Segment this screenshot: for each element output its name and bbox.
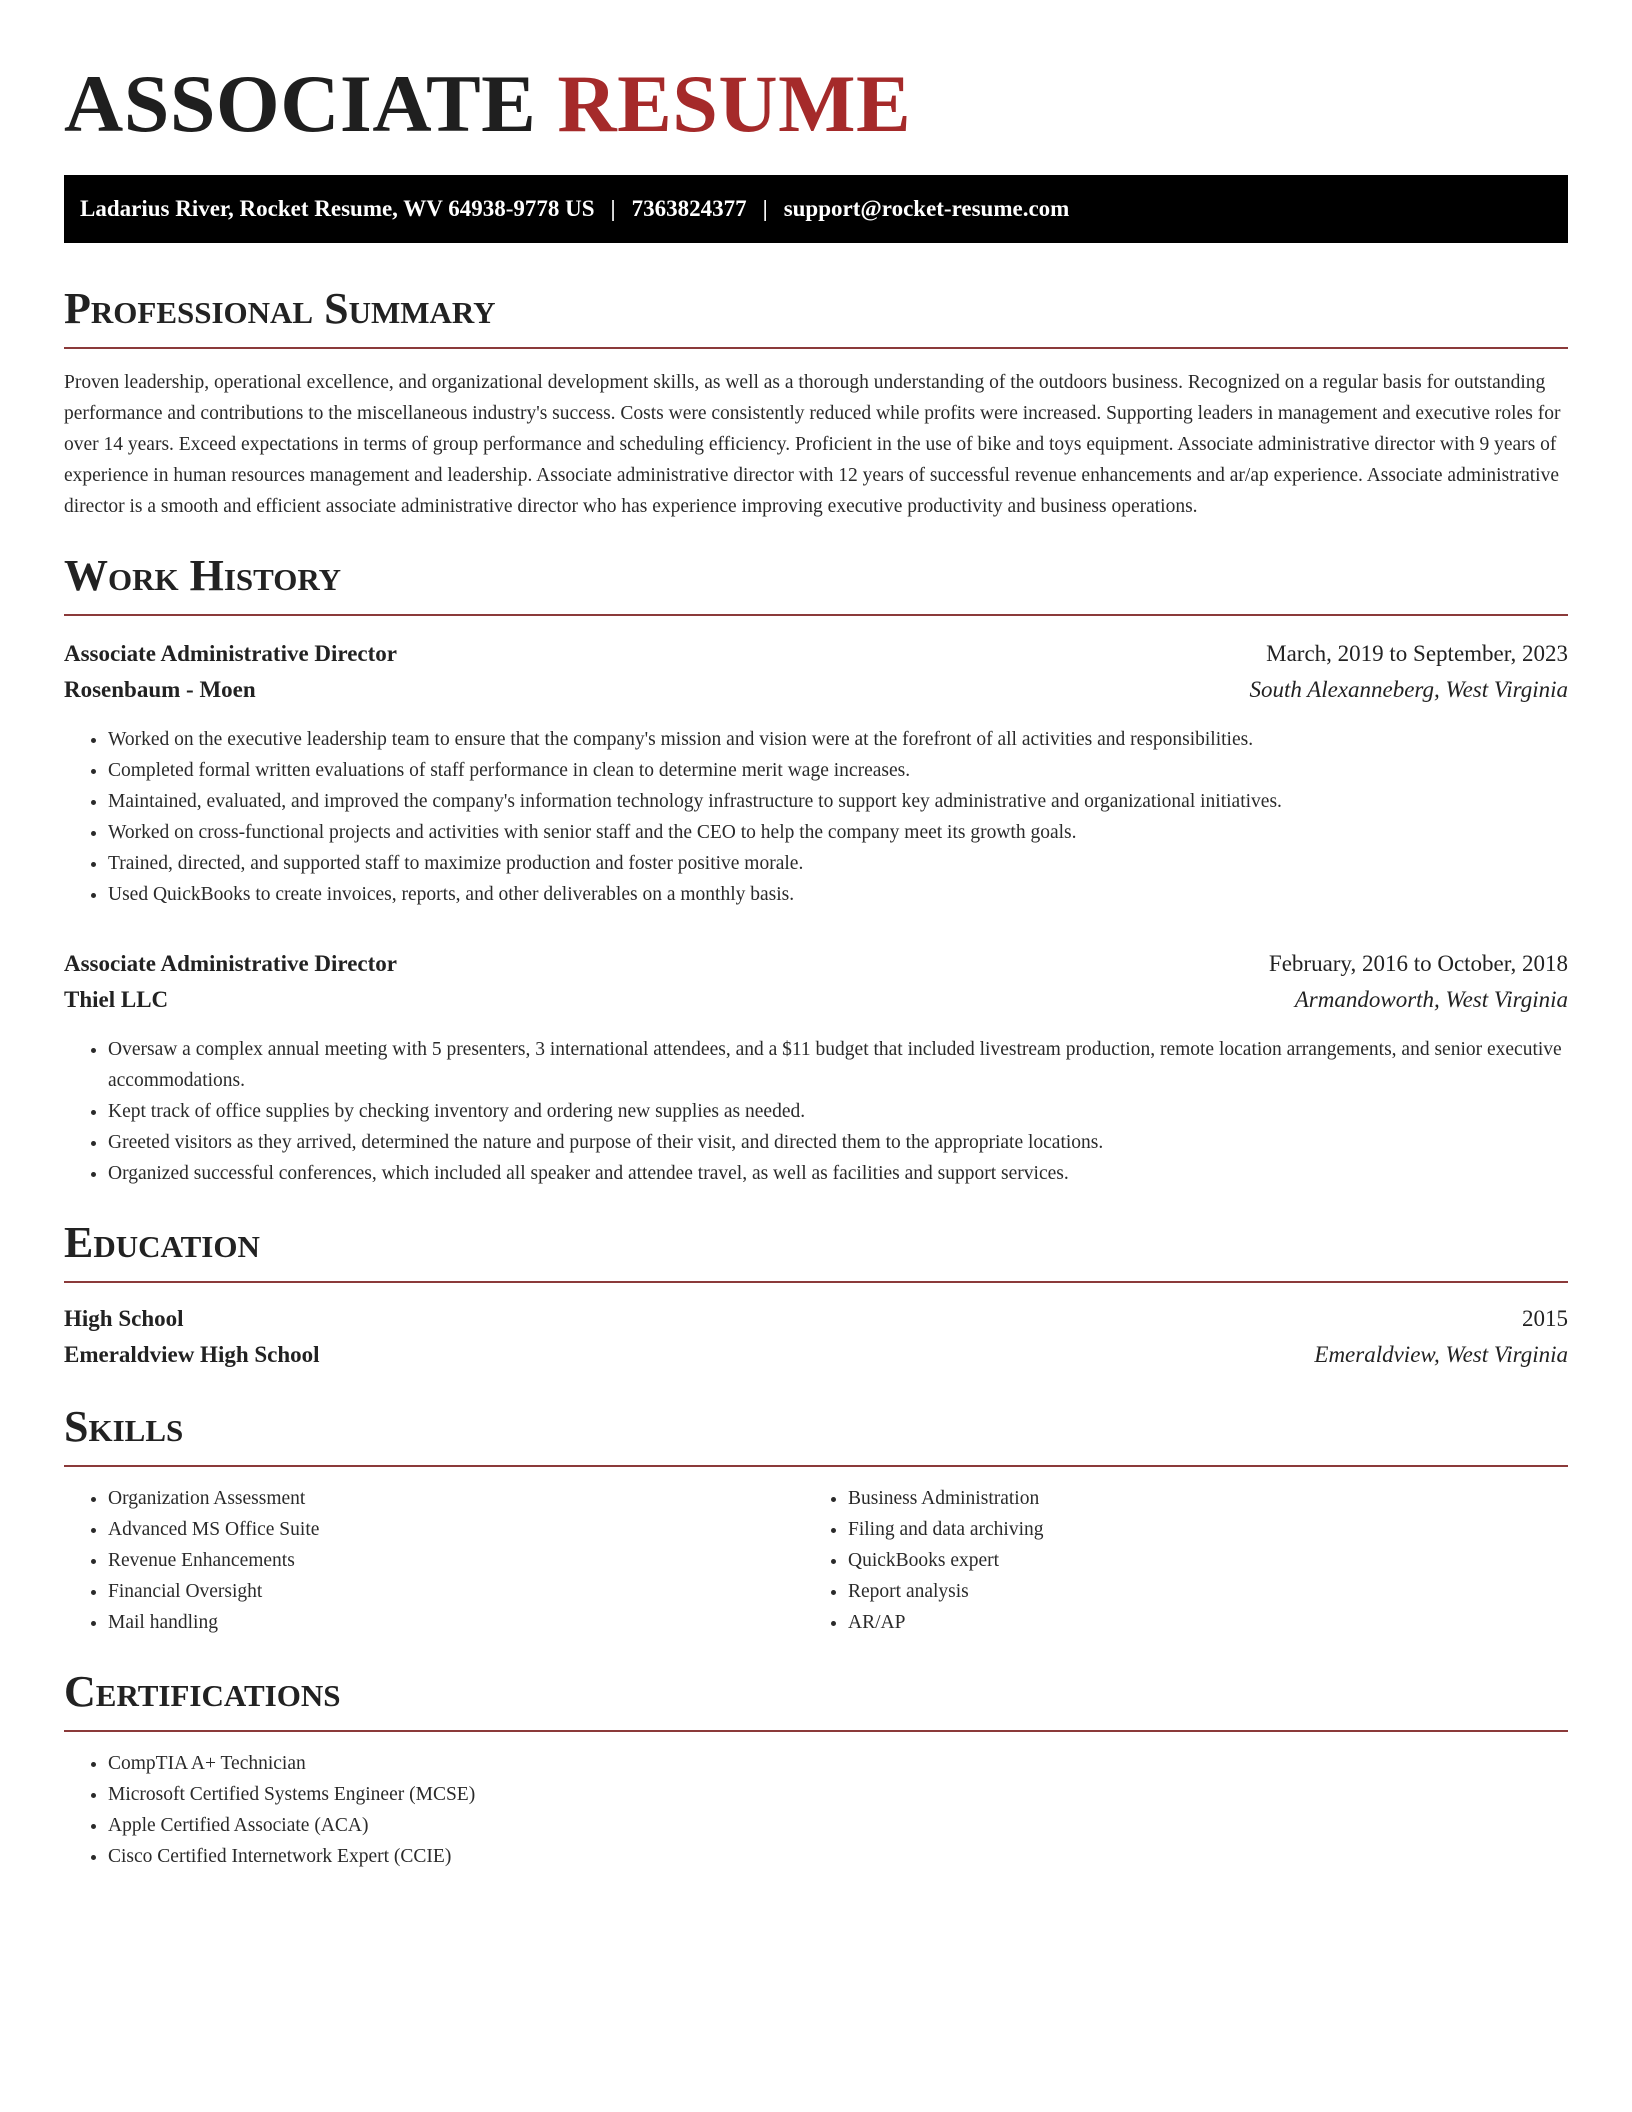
title-part-1: ASSOCIATE [64,58,537,149]
education-entry [64,1301,1568,1373]
certifications-list [64,1748,1568,1872]
job-company-row [64,672,1568,708]
list-item: • Kept track of office supplies by checking inventory and ordering new supplies as needed. [108,1096,1568,1127]
certifications-section [64,1666,1568,1872]
resume-title [64,0,1568,150]
job-title-row [64,946,1568,982]
contact-address: Ladarius River, Rocket Resume, WV 64938-9778 US [80,196,595,221]
list-item: • Filing and data archiving [848,1514,1544,1545]
education-degree-row [64,1301,1568,1337]
job-entry [64,636,1568,910]
contact-phone: 7363824377 [631,196,747,221]
contact-email: support@rocket-resume.com [783,196,1070,221]
job-bullets [64,1034,1568,1189]
education-school-row [64,1337,1568,1373]
list-item: • Cisco Certified Internetwork Expert (CCIE) [108,1841,1568,1872]
work-history-section [64,550,1568,1189]
education-school: Emeraldview High School [64,1342,320,1367]
section-divider [64,1281,1568,1283]
skills-column-right [804,1483,1544,1638]
section-divider [64,614,1568,616]
section-divider [64,347,1568,349]
list-item: • Financial Oversight [108,1576,804,1607]
job-dates: March, 2019 to September, 2023 [1266,641,1568,666]
education-heading: Education [64,1218,260,1267]
summary-heading: Professional Summary [64,284,496,333]
skills-grid [64,1483,1568,1638]
job-title: Associate Administrative Director [64,951,397,976]
contact-separator: | [762,196,768,221]
list-item: • Microsoft Certified Systems Engineer (MCSE) [108,1779,1568,1810]
summary-text: Proven leadership, operational excellence, and organizational development skills, as well as a thorough understanding of the outdoors business. Recognized on a regular basis for outstanding performance and contributions to the miscellaneous industry's success. Costs were consistently reduced while profits were increased. Supporting leaders in management and executive roles for over 14 years. Exceed expectations in terms of group performance and scheduling efficiency. Proficient in the use of bike and toys equipment. Associate administrative director with 9 years of experience in human resources management and leadership. Associate administrative director with 12 years of successful revenue enhancements and ar/ap experience. Associate administrative director is a smooth and efficient associate administrative director who has experience improving executive productivity and business operations. [64,372,1561,517]
education-location: Emeraldview, West Virginia [1314,1342,1568,1367]
education-degree: High School [64,1306,184,1331]
skills-section [64,1401,1568,1638]
job-company: Thiel LLC [64,987,169,1012]
list-item: • Report analysis [848,1576,1544,1607]
list-item: • Trained, directed, and supported staff to maximize production and foster positive morale. [108,848,1568,879]
list-item: • CompTIA A+ Technician [108,1748,1568,1779]
job-dates: February, 2016 to October, 2018 [1268,951,1568,976]
job-entry [64,946,1568,1189]
list-item: • AR/AP [848,1607,1544,1638]
job-location: South Alexanneberg, West Virginia [1249,677,1568,702]
skills-column-left [64,1483,804,1638]
contact-bar [64,175,1568,243]
list-item: • Completed formal written evaluations of staff performance in clean to determine merit wage increases. [108,755,1568,786]
summary-section [64,283,1568,522]
education-year: 2015 [1522,1306,1568,1331]
list-item: • Maintained, evaluated, and improved the company's information technology infrastructure to support key administrative and organizational initiatives. [108,786,1568,817]
education-section [64,1217,1568,1373]
list-item: • Business Administration [848,1483,1544,1514]
job-bullets [64,724,1568,910]
list-item: • Worked on the executive leadership team to ensure that the company's mission and vision were at the forefront of all activities and responsibilities. [108,724,1568,755]
list-item: • Oversaw a complex annual meeting with 5 presenters, 3 international attendees, and a $11 budget that included livestream production, remote location arrangements, and senior executive accommodations. [108,1034,1568,1096]
list-item: • Organization Assessment [108,1483,804,1514]
job-company-row [64,982,1568,1018]
section-divider [64,1730,1568,1732]
list-item: • Organized successful conferences, which included all speaker and attendee travel, as well as facilities and support services. [108,1158,1568,1189]
list-item: • Revenue Enhancements [108,1545,804,1576]
work-history-heading: Work History [64,551,342,600]
section-divider [64,1465,1568,1467]
list-item: • Mail handling [108,1607,804,1638]
list-item: • QuickBooks expert [848,1545,1544,1576]
list-item: • Greeted visitors as they arrived, determined the nature and purpose of their visit, and directed them to the appropriate locations. [108,1127,1568,1158]
skills-heading: Skills [64,1402,184,1451]
title-part-2: RESUME [557,58,912,149]
contact-separator: | [610,196,616,221]
list-item: • Apple Certified Associate (ACA) [108,1810,1568,1841]
job-title-row [64,636,1568,672]
job-company: Rosenbaum - Moen [64,677,256,702]
list-item: • Used QuickBooks to create invoices, reports, and other deliverables on a monthly basis. [108,879,1568,910]
list-item: • Worked on cross-functional projects and activities with senior staff and the CEO to help the company meet its growth goals. [108,817,1568,848]
list-item: • Advanced MS Office Suite [108,1514,804,1545]
job-location: Armandoworth, West Virginia [1294,987,1568,1012]
certifications-heading: Certifications [64,1667,341,1716]
job-title: Associate Administrative Director [64,641,397,666]
